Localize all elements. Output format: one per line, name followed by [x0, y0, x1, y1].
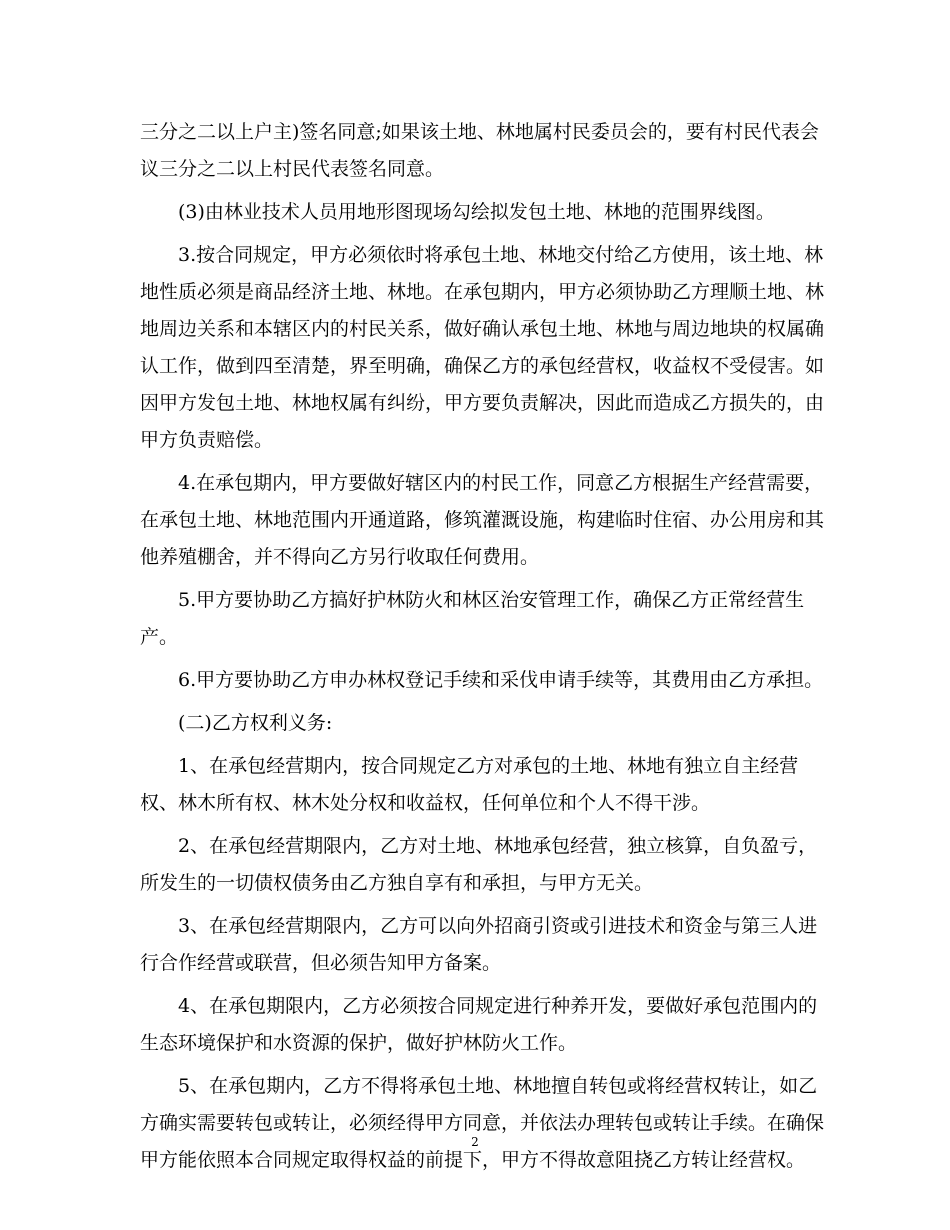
paragraph-line: 5、在承包期内，乙方不得将承包土地、林地擅自转包或将经营权转让，如乙	[178, 1075, 818, 1097]
paragraph-line: 4、在承包期限内，乙方必须按合同规定进行种养开发，要做好承包范围内的	[178, 995, 818, 1017]
paragraph-line: 认工作，做到四至清楚，界至明确，确保乙方的承包经营权，收益权不受侵害。如	[140, 355, 825, 377]
paragraph-line: 议三分之二以上村民代表签名同意。	[140, 158, 445, 180]
paragraph	[140, 237, 825, 459]
paragraph-line: (二)乙方权利义务:	[178, 712, 333, 734]
paragraph-line: 3.按合同规定，甲方必须依时将承包土地、林地交付给乙方使用，该土地、林	[178, 244, 824, 266]
paragraph	[140, 828, 816, 902]
paragraph	[140, 705, 816, 742]
document-body	[140, 114, 825, 1185]
paragraph	[140, 465, 825, 576]
paragraph-line: 1、在承包经营期内，按合同规定乙方对承包的土地、林地有独立自主经营	[178, 755, 799, 777]
paragraph	[140, 194, 816, 231]
page-number: 2	[471, 1135, 479, 1149]
paragraph-line: 在承包土地、林地范围内开通道路，修筑灌溉设施，构建临时住宿、办公用房和其	[140, 509, 825, 531]
paragraph	[140, 582, 816, 656]
paragraph-line: 地性质必须是商品经济土地、林地。在承包期内，甲方必须协助乙方理顺土地、林	[140, 281, 825, 303]
paragraph-line: 5.甲方要协助乙方搞好护林防火和林区治安管理工作，确保乙方正常经营生	[178, 589, 805, 611]
paragraph-line: 因甲方发包土地、林地权属有纠纷，甲方要负责解决，因此而造成乙方损失的，由	[140, 392, 825, 414]
paragraph-line: 三分之二以上户主)签名同意;如果该土地、林地属村民委员会的，要有村民代表会	[140, 121, 819, 143]
paragraph-line: 他养殖棚舍，并不得向乙方另行收取任何费用。	[140, 546, 540, 568]
paragraph	[140, 662, 824, 699]
paragraph	[140, 988, 816, 1062]
paragraph-line: 所发生的一切债权债务由乙方独自享有和承担，与甲方无关。	[140, 872, 654, 894]
paragraph-line: (3)由林业技术人员用地形图现场勾绘拟发包土地、林地的范围界线图。	[178, 201, 775, 223]
paragraph-line: 权、林木所有权、林木处分权和收益权，任何单位和个人不得干涉。	[140, 792, 711, 814]
paragraph-line: 甲方能依照本合同规定取得权益的前提下，甲方不得故意阻挠乙方转让经营权。	[140, 1149, 806, 1171]
paragraph-line: 2、在承包经营期限内，乙方对土地、林地承包经营，独立核算，自负盈亏，	[178, 835, 818, 857]
paragraph-line: 4.在承包期内，甲方要做好辖区内的村民工作，同意乙方根据生产经营需要，	[178, 472, 824, 494]
paragraph-line: 3、在承包经营期限内，乙方可以向外招商引资或引进技术和资金与第三人进	[178, 915, 818, 937]
paragraph	[140, 1068, 825, 1179]
paragraph	[140, 908, 816, 982]
paragraph	[140, 748, 816, 822]
paragraph-line: 产。	[140, 626, 179, 648]
paragraph-line: 地周边关系和本辖区内的村民关系，做好确认承包土地、林地与周边地块的权属确	[140, 318, 825, 340]
paragraph-line: 行合作经营或联营，但必须告知甲方备案。	[140, 952, 502, 974]
paragraph	[140, 114, 819, 188]
paragraph-line: 甲方负责赔偿。	[140, 429, 274, 451]
paragraph-line: 6.甲方要协助乙方申办林权登记手续和采伐申请手续等，其费用由乙方承担。	[178, 669, 824, 691]
paragraph-line: 生态环境保护和水资源的保护，做好护林防火工作。	[140, 1032, 578, 1054]
paragraph-line: 方确实需要转包或转让，必须经得甲方同意，并依法办理转包或转让手续。在确保	[140, 1112, 825, 1134]
